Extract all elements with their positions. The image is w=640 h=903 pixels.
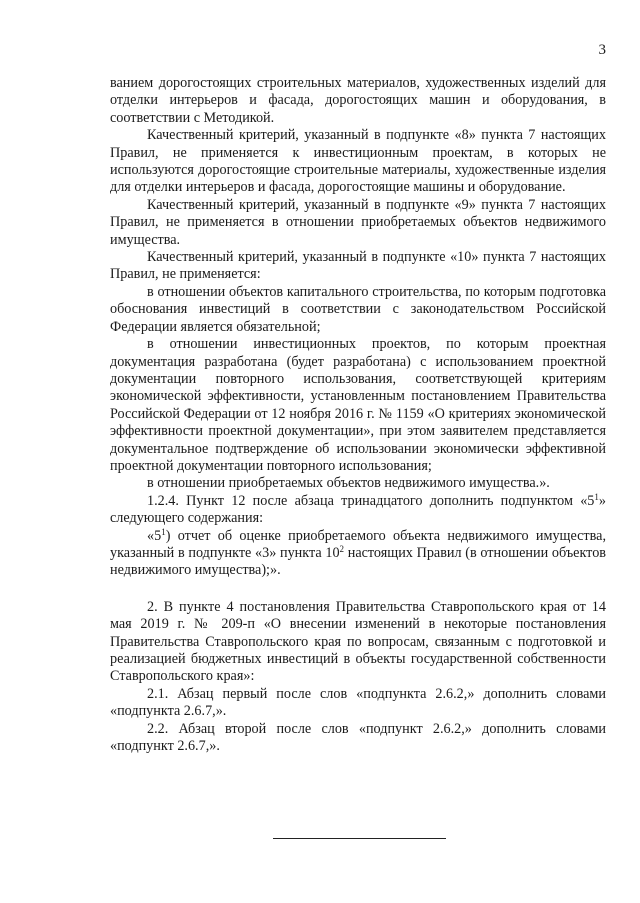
text-fragment: 1.2.4. Пункт 12 после абзаца тринадцатого дополнить подпунктом «5 bbox=[147, 492, 595, 509]
paragraph: 2. В пункте 4 постановления Правительства Ставропольского края от 14 мая 2019 г. № 209-п «О внесении изменений в некоторые постановления Правительства Ставропольского края по вопросам, связанным с подготовкой и реализацией бюджетных инвестиций в объекты государственной собственности Ставропольского края»: bbox=[110, 598, 606, 685]
page-number: 3 bbox=[598, 42, 606, 58]
closing-rule bbox=[273, 838, 446, 839]
text-fragment: » следующего содержания: bbox=[110, 492, 606, 527]
superscript: 2 bbox=[339, 543, 345, 554]
text-fragment: «5 bbox=[147, 527, 162, 544]
paragraph: Качественный критерий, указанный в подпункте «10» пункта 7 настоящих Правил, не применяется: bbox=[110, 249, 606, 283]
superscript: 1 bbox=[161, 526, 166, 537]
superscript: 1 bbox=[594, 491, 599, 502]
paragraph: 2.2. Абзац второй после слов «подпункт 2.6.2,» дополнить словами «подпункт 2.6.7,». bbox=[110, 720, 606, 755]
text-fragment: ) отчет об оценке приобретаемого объекта недвижимого имущества, указанный в подпункте «3» пункта 10 bbox=[110, 527, 606, 561]
paragraph: Качественный критерий, указанный в подпункте «8» пункта 7 настоящих Правил, не применяется к инвестиционным проектам, в которых не используются дорогостоящие строительные материалы, художественные изделия для отделки интерьеров и фасада, дорогостоящие машины и оборудование. bbox=[110, 127, 606, 196]
text-fragment: настоящих Правил (в отношении объектов недвижимого имущества);». bbox=[110, 544, 606, 579]
paragraph: в отношении инвестиционных проектов, по которым проектная документация разработана (будет разработана) с использованием проектной документации повторного использования, соответствующей критериям экономической эффективности, установленным постановлением Правительства Российской Федерации от 12 ноября 2016 г. № 1159 «О критериях экономической эффективности проектной документации», при этом заявителем представляется документальное подтверждение об использовании экономически эффективной проектной документации повторного использования; bbox=[110, 336, 606, 474]
paragraph: в отношении приобретаемых объектов недвижимого имущества.». bbox=[147, 475, 550, 492]
paragraph-amendment bbox=[110, 493, 606, 528]
paragraph: 2.1. Абзац первый после слов «подпункта 2.6.2,» дополнить словами «подпункта 2.6.7,». bbox=[110, 685, 606, 720]
paragraph: ванием дорогостоящих строительных материалов, художественных изделий для отделки интерьеров и фасада, дорогостоящих машин и оборудования, в соответствии с Методикой. bbox=[110, 75, 606, 126]
paragraph-quote bbox=[110, 528, 606, 580]
document-body bbox=[110, 75, 606, 755]
paragraph: Качественный критерий, указанный в подпункте «9» пункта 7 настоящих Правил, не применяется в отношении приобретаемых объектов недвижимого имущества. bbox=[110, 196, 606, 248]
paragraph: в отношении объектов капитального строительства, по которым подготовка обоснования инвестиций в соответствии с законодательством Российской Федерации является обязательной; bbox=[110, 283, 606, 335]
